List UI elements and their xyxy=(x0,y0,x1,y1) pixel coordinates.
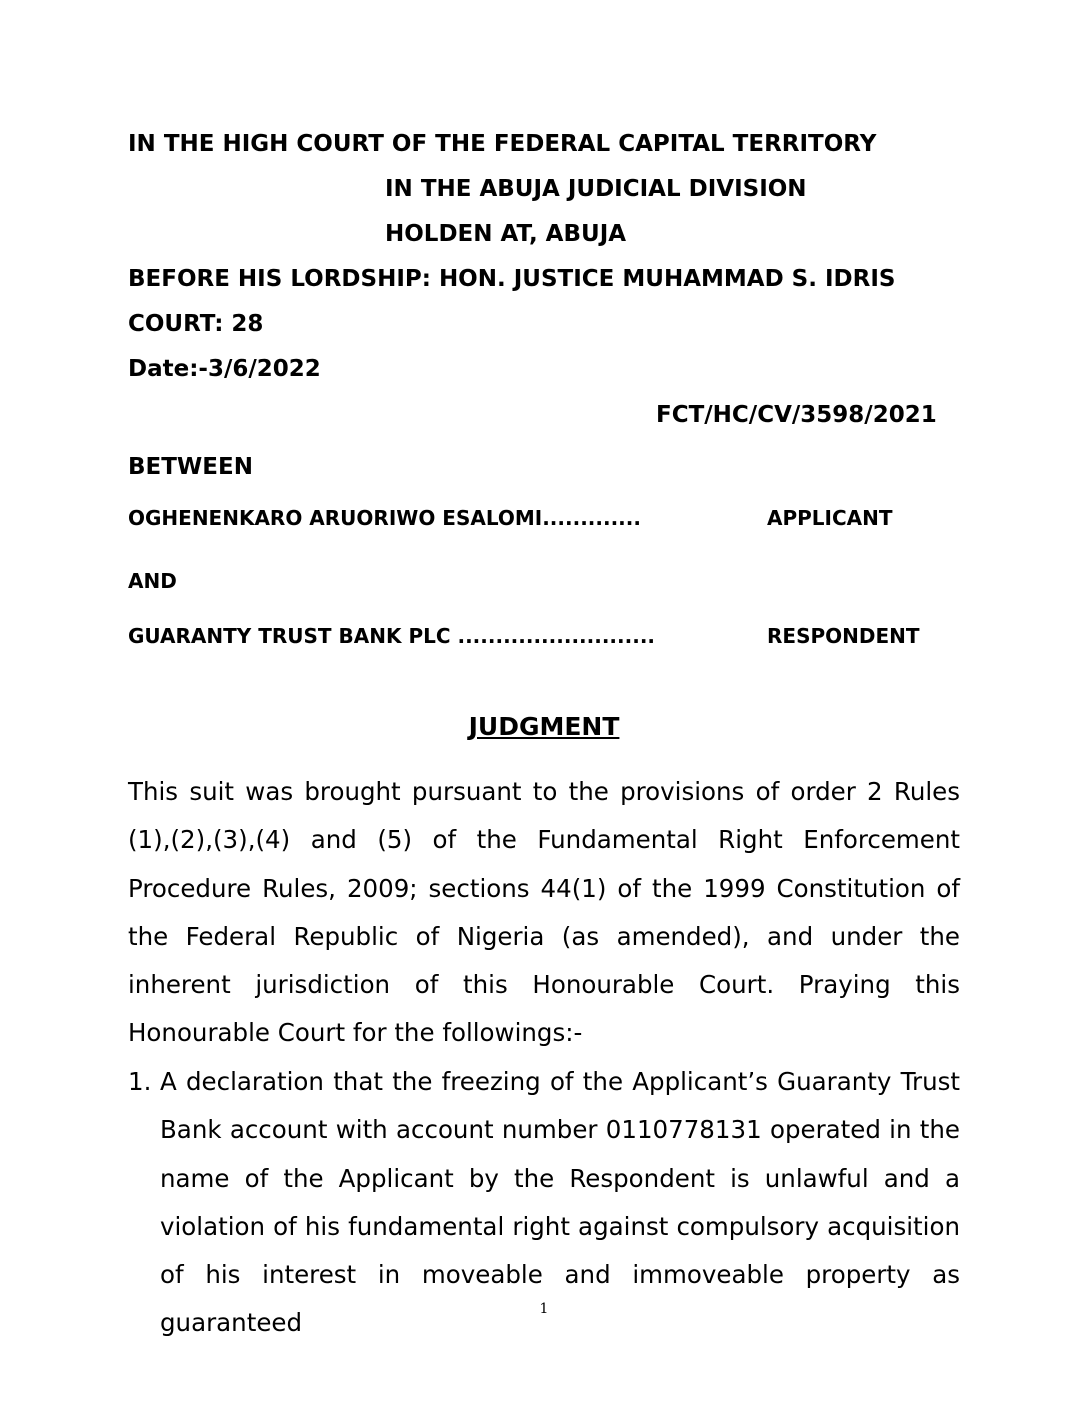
and-label: AND xyxy=(128,569,177,593)
court-number: COURT: 28 xyxy=(128,311,264,337)
intro-paragraph: This suit was brought pursuant to the provisions of order 2 Rules (1),(2),(3),(4) and (5) of the Fundamental Right Enforcement Procedure Rules, 2009; sections 44(1) of the 1999 Constitution of the Federal Republic of Nigeria (as amended), and under the inherent jurisdiction of this Honourable Court. Praying this Honourable Court for the followings:- xyxy=(128,777,960,1048)
applicant-role: APPLICANT xyxy=(767,506,893,530)
judge-heading: BEFORE HIS LORDSHIP: HON. JUSTICE MUHAMMAD S. IDRIS xyxy=(128,266,896,292)
page-number: 1 xyxy=(539,1301,549,1317)
relief-number: 1. xyxy=(128,1067,152,1096)
court-heading: IN THE HIGH COURT OF THE FEDERAL CAPITAL TERRITORY xyxy=(128,131,877,157)
holden-heading: HOLDEN AT, ABUJA xyxy=(385,221,627,247)
respondent-role: RESPONDENT xyxy=(767,624,920,648)
between-label: BETWEEN xyxy=(128,454,253,480)
judgment-date: Date:-3/6/2022 xyxy=(128,356,321,382)
division-heading: IN THE ABUJA JUDICIAL DIVISION xyxy=(385,176,807,202)
judgment-title: JUDGMENT xyxy=(468,712,620,741)
respondent-name: GUARANTY TRUST BANK PLC .......................... xyxy=(128,624,656,648)
suit-number: FCT/HC/CV/3598/2021 xyxy=(656,402,937,428)
relief-text: A declaration that the freezing of the Applicant’s Guaranty Trust Bank account with account number 0110778131 operated in the name of the Applicant by the Respondent is unlawful and a violation of his fundamental right against compulsory acquisition of his interest in moveable and immoveable property as guaranteed xyxy=(160,1067,960,1338)
applicant-name: OGHENENKARO ARUORIWO ESALOMI............. xyxy=(128,506,641,530)
